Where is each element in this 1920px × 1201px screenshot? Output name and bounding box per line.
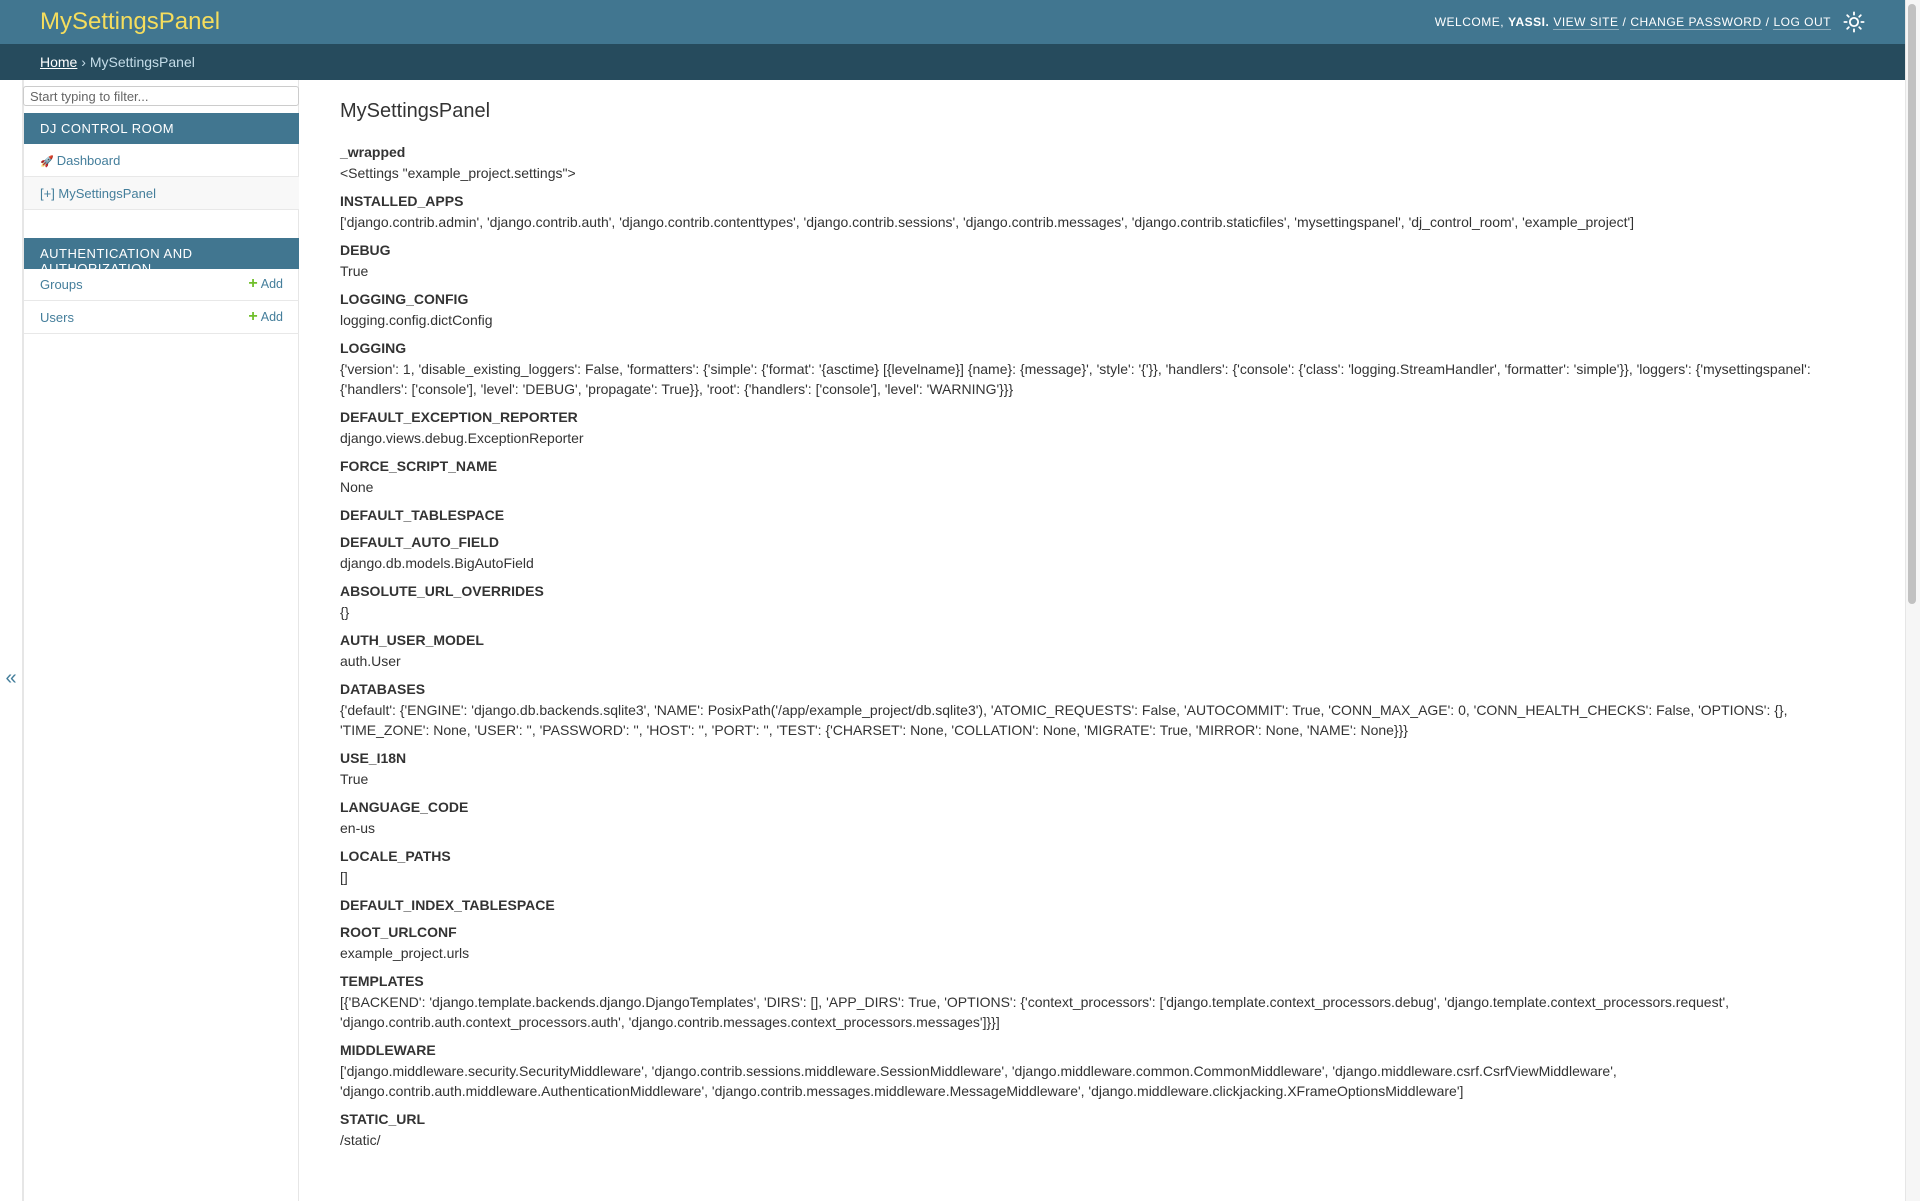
setting-item [340, 533, 1880, 573]
setting-name: ROOT_URLCONF [340, 924, 457, 940]
add-user-button[interactable] [248, 310, 283, 324]
breadcrumb-current: MySettingsPanel [89, 54, 195, 70]
setting-name: LOCALE_PATHS [340, 848, 451, 864]
setting-value: {'version': 1, 'disable_existing_loggers': False, 'formatters': {'simple': {'format': '{asctime} [{levelname}] {name}: {message}', 'style': '{'}}, 'handlers': {'console': {'class': 'logging.StreamHandler', 'formatter': 'simple'}}, 'loggers': {'mysettingspanel': {'handlers': ['console'], 'level': 'DEBUG', 'propagate': True}}, 'root': {'handlers': ['console'], 'level': 'WARNING'}}} [340, 361, 1811, 397]
breadcrumb-home-link[interactable]: Home [40, 54, 78, 70]
sidebar-item-label[interactable]: Dashboard [56, 152, 121, 168]
setting-item [340, 847, 1880, 887]
sidebar-item-label[interactable]: Groups [40, 276, 83, 292]
sidebar-item-label[interactable]: Users [40, 309, 74, 325]
add-label: Add [260, 277, 283, 291]
setting-item [340, 408, 1880, 448]
user-tools [1435, 11, 1865, 33]
setting-name: AUTH_USER_MODEL [340, 632, 484, 648]
sidebar-item-label[interactable]: [+] MySettingsPanel [40, 185, 156, 201]
setting-item [340, 241, 1880, 281]
setting-value: ['django.middleware.security.SecurityMiddleware', 'django.contrib.sessions.middleware.SessionMiddleware', 'django.middleware.common.CommonMiddleware', 'django.middleware.csrf.CsrfViewMiddleware', 'django.contrib.auth.middleware.AuthenticationMiddleware', 'django.contrib.messages.middleware.MessageMiddleware', 'django.middleware.clickjacking.XFrameOptionsMiddleware'] [340, 1063, 1617, 1099]
setting-item [340, 680, 1880, 740]
header [0, 0, 1905, 44]
sidebar-item-groups[interactable] [24, 268, 299, 301]
separator: / [1765, 15, 1770, 29]
setting-name: LOGGING_CONFIG [340, 291, 469, 307]
sun-icon[interactable] [1843, 11, 1865, 33]
setting-name: ABSOLUTE_URL_OVERRIDES [340, 583, 544, 599]
scrollbar-thumb[interactable] [1908, 4, 1916, 604]
setting-item [340, 1041, 1880, 1101]
setting-value: /static/ [340, 1132, 381, 1148]
sidebar-item-mysettingspanel[interactable] [24, 177, 299, 210]
setting-item [340, 749, 1880, 789]
setting-name: TEMPLATES [340, 973, 424, 989]
change-password-link[interactable]: CHANGE PASSWORD [1630, 14, 1762, 29]
plus-icon: + [248, 275, 258, 292]
setting-name: USE_I18N [340, 750, 407, 766]
setting-item [340, 192, 1880, 232]
setting-name: INSTALLED_APPS [340, 193, 464, 209]
setting-name: DATABASES [340, 681, 426, 697]
setting-value: example_project.urls [340, 945, 470, 961]
setting-name: LOGGING [340, 340, 407, 356]
setting-item [340, 143, 1880, 183]
setting-name: DEFAULT_AUTO_FIELD [340, 534, 499, 550]
setting-name: DEBUG [340, 242, 391, 258]
setting-value: <Settings "example_project.settings"> [340, 165, 576, 181]
plus-icon: + [248, 308, 258, 325]
setting-item [340, 339, 1880, 399]
setting-name: DEFAULT_EXCEPTION_REPORTER [340, 409, 578, 425]
log-out-link[interactable]: LOG OUT [1773, 14, 1831, 29]
setting-item [340, 972, 1880, 1032]
setting-value: True [340, 771, 369, 787]
collapse-chevron-icon[interactable]: « [5, 667, 17, 689]
setting-item [340, 506, 1880, 524]
add-group-button[interactable] [248, 277, 283, 291]
setting-value: None [340, 479, 374, 495]
setting-item [340, 457, 1880, 497]
setting-name: DEFAULT_INDEX_TABLESPACE [340, 897, 555, 913]
app-caption-auth[interactable]: AUTHENTICATION AND AUTHORIZATION [24, 238, 299, 269]
page-title: MySettingsPanel [340, 100, 491, 122]
add-label: Add [260, 310, 283, 324]
setting-value: {} [340, 604, 350, 620]
welcome-text: WELCOME, [1434, 15, 1505, 29]
sidebar-filter-input[interactable] [23, 86, 299, 106]
view-site-link[interactable]: VIEW SITE [1553, 14, 1619, 29]
setting-value: [] [340, 869, 348, 885]
setting-value: ['django.contrib.admin', 'django.contrib.auth', 'django.contrib.contenttypes', 'django.contrib.sessions', 'django.contrib.messages', 'django.contrib.staticfiles', 'mysettingspanel', 'dj_control_room', 'example_project'] [340, 214, 1635, 230]
setting-name: _wrapped [340, 144, 406, 160]
site-branding[interactable]: MySettingsPanel [40, 8, 221, 35]
setting-item [340, 582, 1880, 622]
setting-item [340, 631, 1880, 671]
sidebar-collapse-toggle[interactable] [0, 80, 23, 1201]
setting-value: auth.User [340, 653, 401, 669]
setting-item [340, 923, 1880, 963]
setting-value: [{'BACKEND': 'django.template.backends.django.DjangoTemplates', 'DIRS': [], 'APP_DIRS': True, 'OPTIONS': {'context_processors': ['django.template.context_processors.debug', 'django.template.context_processors.request', 'django.contrib.auth.context_processors.auth', 'django.contrib.messages.context_processors.messages']}}] [340, 994, 1730, 1030]
settings-list [340, 143, 1880, 1150]
setting-value: django.db.models.BigAutoField [340, 555, 534, 571]
breadcrumb [0, 44, 1905, 80]
main-content [340, 100, 1880, 1159]
setting-name: MIDDLEWARE [340, 1042, 436, 1058]
setting-value: django.views.debug.ExceptionReporter [340, 430, 584, 446]
sidebar-item-users[interactable] [24, 301, 299, 334]
setting-item [340, 1110, 1880, 1150]
setting-item [340, 798, 1880, 838]
setting-name: DEFAULT_TABLESPACE [340, 507, 505, 523]
app-caption-dj-control-room[interactable]: DJ CONTROL ROOM [24, 113, 299, 144]
username: YASSI. [1508, 15, 1550, 29]
breadcrumb-separator: › [81, 54, 86, 70]
setting-value: {'default': {'ENGINE': 'django.db.backends.sqlite3', 'NAME': PosixPath('/app/example_project/db.sqlite3'), 'ATOMIC_REQUESTS': False, 'AUTOCOMMIT': True, 'CONN_MAX_AGE': 0, 'CONN_HEALTH_CHECKS': False, 'OPTIONS': {}, 'TIME_ZONE': None, 'USER': '', 'PASSWORD': '', 'HOST': '', 'PORT': '', 'TEST': {'CHARSET': None, 'COLLATION': None, 'MIGRATE': True, 'MIRROR': None, 'NAME': None}}} [340, 702, 1788, 738]
setting-value: en-us [340, 820, 376, 836]
rocket-icon: 🚀 [40, 155, 54, 168]
setting-value: logging.config.dictConfig [340, 312, 493, 328]
setting-value: True [340, 263, 369, 279]
setting-name: FORCE_SCRIPT_NAME [340, 458, 498, 474]
setting-item [340, 290, 1880, 330]
setting-name: STATIC_URL [340, 1111, 426, 1127]
setting-item [340, 896, 1880, 914]
sidebar-item-dashboard[interactable] [24, 144, 299, 177]
setting-name: LANGUAGE_CODE [340, 799, 469, 815]
separator: / [1622, 15, 1627, 29]
